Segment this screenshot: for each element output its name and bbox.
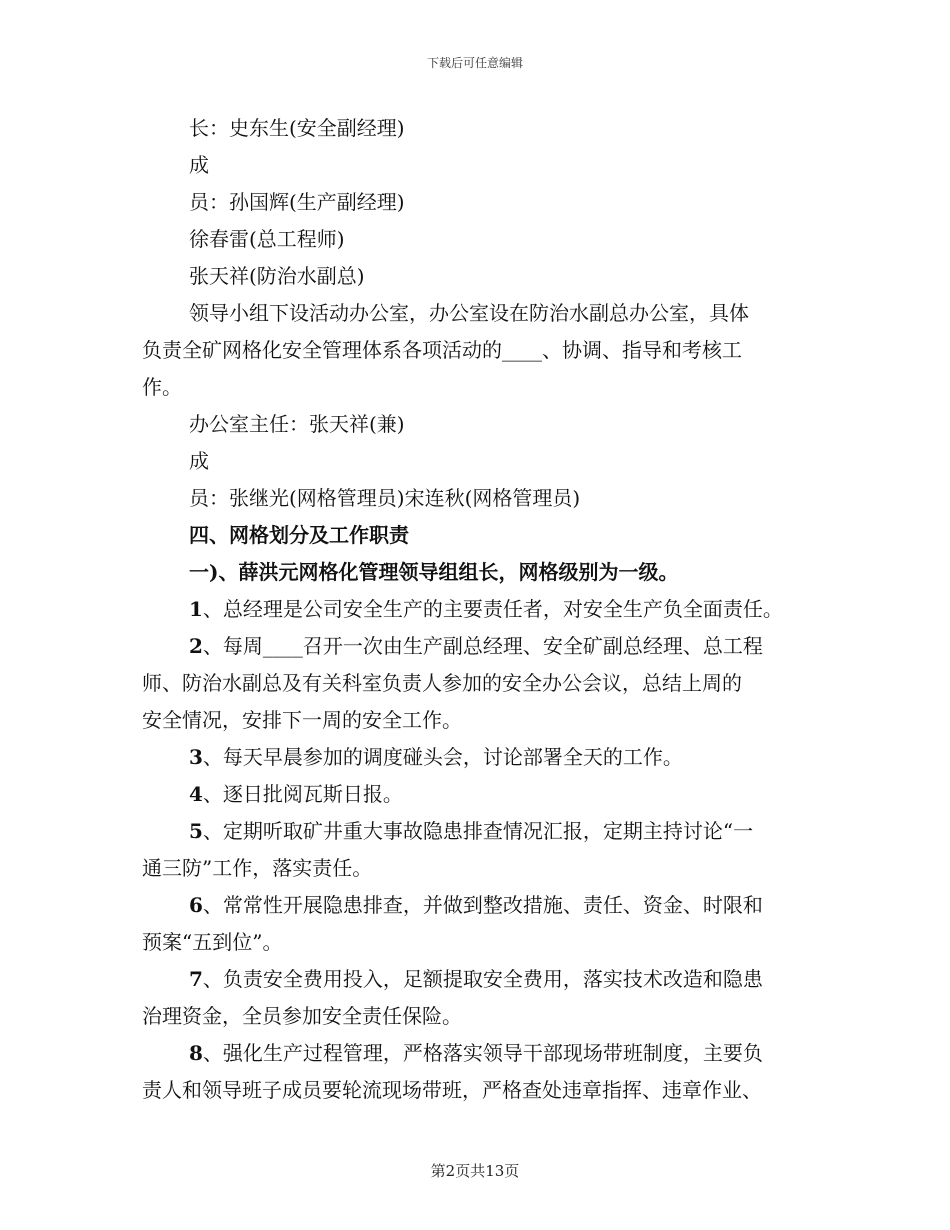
- members-label-line: 成: [189, 153, 209, 177]
- office-members-label-line: 成: [189, 449, 209, 473]
- item-number: 2: [189, 634, 203, 658]
- item-text: 、总经理是公司安全生产的主要责任者，对安全生产负全面责任。: [202, 597, 783, 621]
- leader-line: 长：史东生(安全副经理): [189, 116, 405, 140]
- item-text: 、定期听取矿井重大事故隐患排查情况汇报，定期主持讨论“一: [202, 819, 754, 843]
- section-heading: 四、网格划分及工作职责: [189, 523, 409, 547]
- list-item-continuation: 责人和领导班子成员要轮流现场带班，严格查处违章指挥、违章作业、: [142, 1078, 762, 1102]
- office-paragraph-line: 负责全矿网格化安全管理体系各项活动的____、协调、指导和考核工: [142, 338, 742, 362]
- item-number: 1: [189, 597, 203, 621]
- item-text: 、每天早晨参加的调度碰头会，讨论部署全天的工作。: [202, 745, 683, 769]
- item-number: 6: [189, 893, 203, 917]
- document-body: [142, 110, 812, 1109]
- subsection-heading: 一)、薛洪元网格化管理领导组组长，网格级别为一级。: [189, 560, 679, 584]
- list-item-continuation: 师、防治水副总及有关科室负责人参加的安全办公会议，总结上周的: [142, 671, 742, 695]
- item-text: 、负责安全费用投入，足额提取安全费用，落实技术改造和隐患: [202, 967, 763, 991]
- page-header: 下载后可任意编辑: [426, 56, 523, 70]
- list-item-continuation: 通三防”工作，落实责任。: [142, 856, 373, 880]
- office-paragraph-line: 作。: [142, 375, 182, 399]
- member-line: 张天祥(防治水副总): [189, 264, 365, 288]
- item-text: 、逐日批阅瓦斯日报。: [202, 782, 403, 806]
- office-members-line: 员：张继光(网格管理员)宋连秋(网格管理员): [189, 486, 581, 510]
- item-number: 7: [189, 967, 203, 991]
- office-paragraph-line: 领导小组下设活动办公室，办公室设在防治水副总办公室，具体: [189, 301, 749, 325]
- member-line: 徐春雷(总工程师): [189, 227, 345, 251]
- item-number: 8: [189, 1041, 203, 1065]
- list-item: [142, 591, 812, 628]
- list-item: [142, 628, 812, 665]
- list-item: [142, 887, 812, 924]
- page-footer: 第2页共13页: [430, 1162, 520, 1180]
- list-item: [142, 961, 812, 998]
- list-item: [142, 739, 812, 776]
- item-number: 4: [189, 782, 203, 806]
- list-item-continuation: 安全情况，安排下一周的安全工作。: [142, 708, 462, 732]
- member-line: 员：孙国辉(生产副经理): [189, 190, 405, 214]
- item-text: 、每周____召开一次由生产副总经理、安全矿副总经理、总工程: [202, 634, 763, 658]
- list-item: [142, 1035, 812, 1072]
- list-item-continuation: 预案“五到位”。: [142, 930, 283, 954]
- item-text: 、常常性开展隐患排查，并做到整改措施、责任、资金、时限和: [202, 893, 763, 917]
- list-item: [142, 776, 812, 813]
- item-number: 5: [189, 819, 203, 843]
- item-number: 3: [189, 745, 203, 769]
- list-item: [142, 813, 812, 850]
- office-director-line: 办公室主任：张天祥(兼): [189, 412, 405, 436]
- list-item-continuation: 治理资金，全员参加安全责任保险。: [142, 1004, 462, 1028]
- item-text: 、强化生产过程管理，严格落实领导干部现场带班制度，主要负: [202, 1041, 763, 1065]
